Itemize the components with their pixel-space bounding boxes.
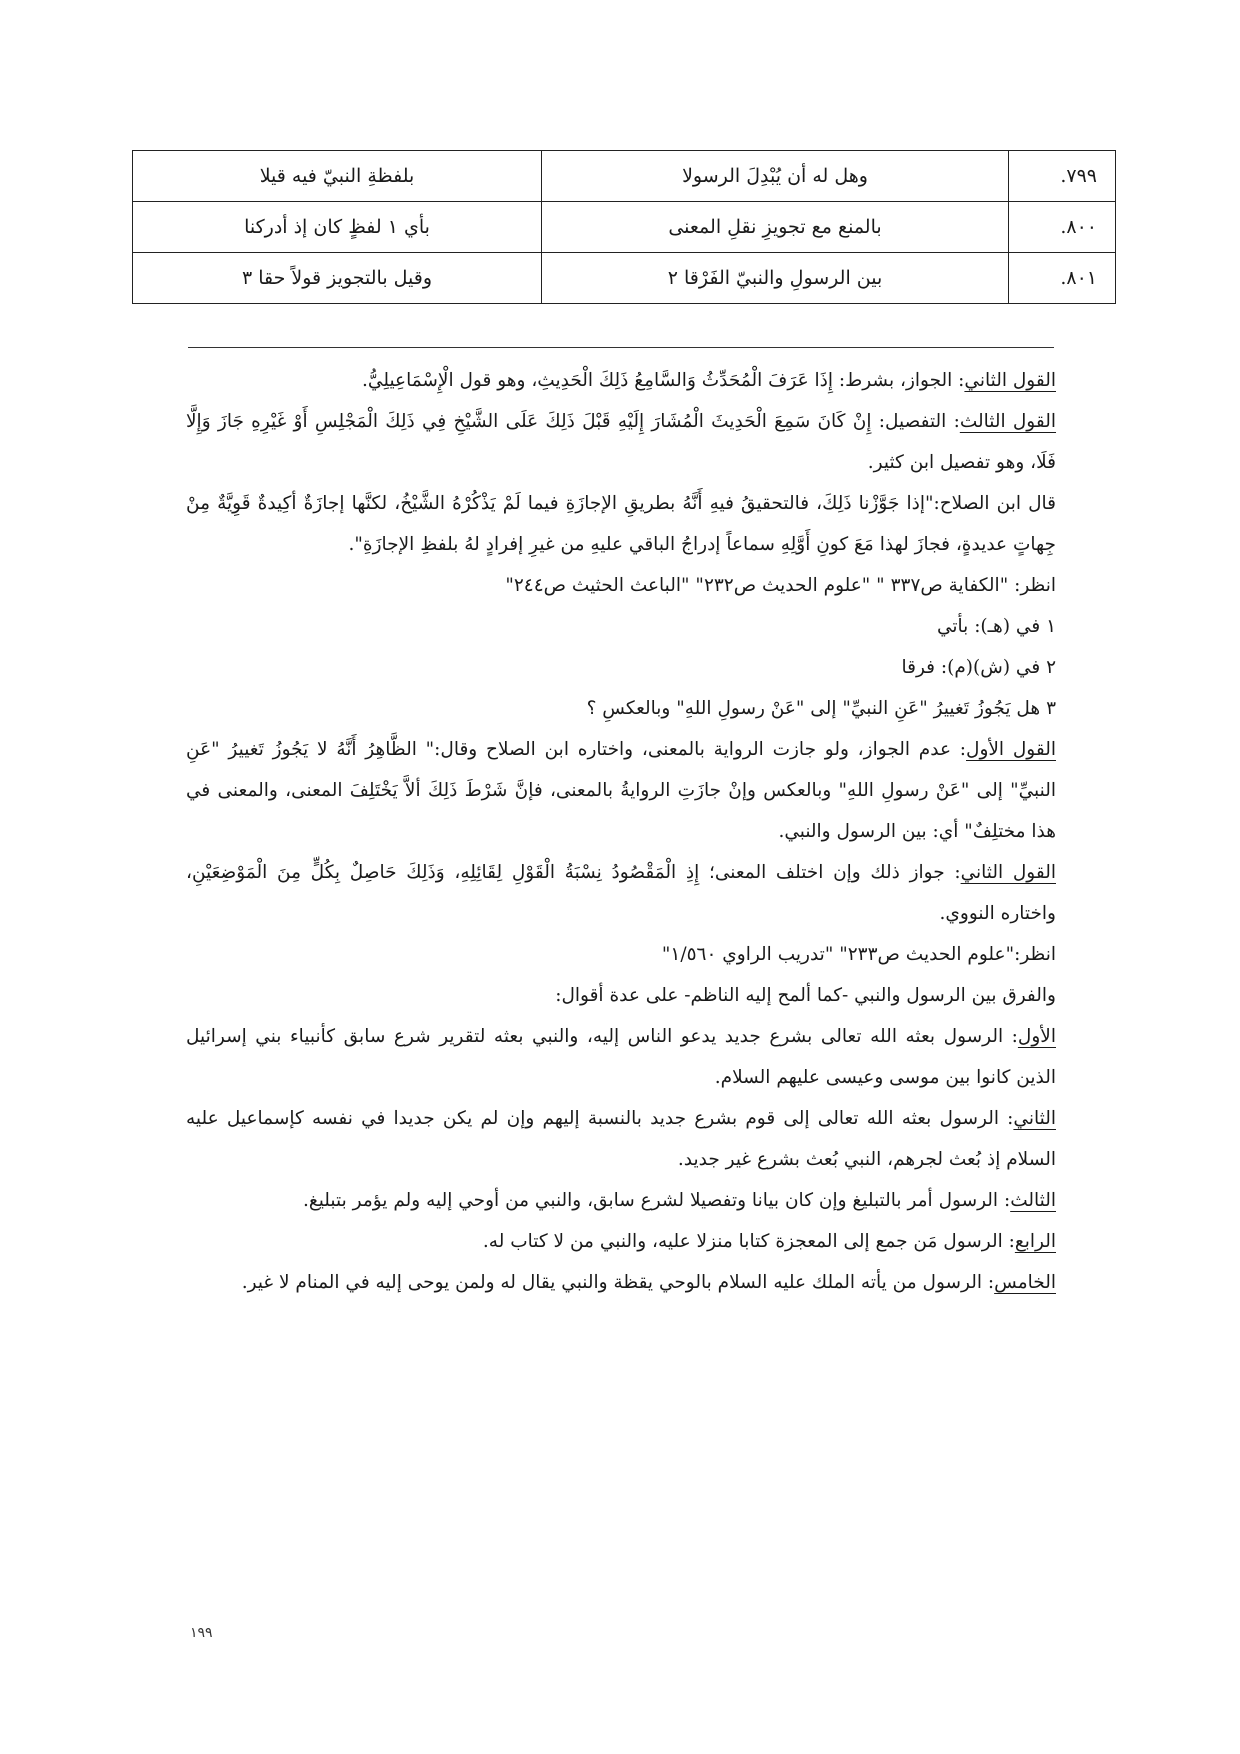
paragraph — [186, 483, 1056, 565]
paragraph-label: الثاني — [1013, 1108, 1056, 1129]
paragraph — [186, 606, 1056, 647]
paragraph-text: : الرسول من يأته الملك عليه السلام بالوحي يقظة والنبي يقال له ولمن يوحى إليه في المنام لا غير. — [241, 1272, 995, 1293]
verse-second-hemistich: وقيل بالتجويز قولاً حقا ٣ — [133, 253, 542, 304]
verse-number: ٨٠٠. — [1009, 202, 1116, 253]
verse-row — [133, 253, 1116, 304]
paragraph-text: : الجواز، بشرط: إِذَا عَرَفَ الْمُحَدِّثُ وَالسَّامِعُ ذَلِكَ الْحَدِيثِ، وهو قول الْإِسْمَاعِيلِيُّ. — [362, 370, 965, 391]
paragraph — [186, 1262, 1056, 1303]
paragraph-label: القول الأول — [966, 739, 1056, 760]
paragraph — [186, 688, 1056, 729]
footnote-divider — [188, 347, 1054, 348]
paragraph-text: انظر:"علوم الحديث ص٢٣٣" "تدريب الراوي ١/٥٦٠" — [661, 944, 1056, 965]
paragraph-label: الخامس — [994, 1272, 1056, 1293]
paragraph-text: انظر: "الكفاية ص٣٣٧ " "علوم الحديث ص٢٣٢" "الباعث الحثيث ص٢٤٤" — [505, 575, 1056, 596]
paragraph-text: : عدم الجواز، ولو جازت الرواية بالمعنى، واختاره ابن الصلاح وقال:" الظَّاهِرُ أَنَّهُ لا يَجُوزُ تَغييرُ "عَنِ النبيِّ" إلى "عَنْ رسولِ اللهِ" وبالعكس وإنْ جازَتِ الروايةُ بالمعنى، فإنَّ شَرْطَ ذَلِكَ ألاَّ يَخْتَلِفَ المعنى، والمعنى في هذا مختلِفٌ" أي: بين الرسول والنبي. — [186, 739, 1056, 842]
paragraph — [186, 1016, 1056, 1098]
paragraph-text: والفرق بين الرسول والنبي -كما ألمح إليه الناظم- على عدة أقوال: — [555, 985, 1056, 1006]
paragraph-text: : جواز ذلك وإن اختلف المعنى؛ إِذِ الْمَقْصُودُ نِسْبَةُ الْقَوْلِ لِقَائِلِهِ، وَذَلِكَ حَاصِلٌ بِكُلٍّ مِنَ الْمَوْضِعَيْنِ، واختاره النووي. — [186, 862, 1056, 924]
paragraph-label: الأول — [1017, 1026, 1056, 1047]
paragraph-label: الرابع — [1014, 1231, 1056, 1252]
paragraph-label: القول الثالث — [959, 411, 1057, 432]
paragraph — [186, 729, 1056, 852]
paragraph-text: ٣ هل يَجُوزُ تَغييرُ "عَنِ النبيِّ" إلى "عَنْ رسولِ اللهِ" وبالعكسِ ؟ — [586, 698, 1056, 719]
paragraph-text: : الرسول بعثه الله تعالى إلى قوم بشرع جديد بالنسبة إليهم وإن لم يكن جديدا في نفسه كإسماعيل عليه السلام إذ بُعث لجرهم، النبي بُعث بشرع غير جديد. — [186, 1108, 1056, 1170]
verse-number: ٧٩٩. — [1009, 151, 1116, 202]
paragraph — [186, 1221, 1056, 1262]
verse-first-hemistich: وهل له أن يُبْدِلَ الرسولا — [542, 151, 1009, 202]
paragraph-label: القول الثاني — [960, 862, 1056, 883]
verse-first-hemistich: بالمنع مع تجويزِ نقلِ المعنى — [542, 202, 1009, 253]
verse-row — [133, 151, 1116, 202]
paragraph — [186, 1180, 1056, 1221]
paragraph — [186, 565, 1056, 606]
paragraph — [186, 401, 1056, 483]
paragraph-text: قال ابن الصلاح:"إذا جَوَّزْنا ذَلِكَ، فالتحقيقُ فيهِ أَنَّهُ بطريقِ الإجازَةِ فيما لَمْ يَذْكُرْهُ الشَّيْخُ، لكنَّها إجازَةٌ أكِيدةٌ قَوِيَّةٌ مِنْ جِهاتٍ عديدةٍ، فجازَ لهذا مَعَ كونِ أَوَّلِهِ سماعاً إدراجُ الباقي عليهِ من غيرِ إفرادٍ لهُ بلفظِ الإجازَةِ". — [186, 493, 1056, 555]
paragraph-text: : الرسول مَن جمع إلى المعجزة كتابا منزلا عليه، والنبي من لا كتاب له. — [482, 1231, 1015, 1252]
paragraph — [186, 934, 1056, 975]
verse-second-hemistich: بلفظةِ النبيّ فيه قيلا — [133, 151, 542, 202]
verse-number: ٨٠١. — [1009, 253, 1116, 304]
paragraph-text: : الرسول بعثه الله تعالى بشرع جديد يدعو الناس إليه، والنبي بعثه لتقرير شرع سابق كأنبياء بني إسرائيل الذين كانوا بين موسى وعيسى عليهم السلام. — [186, 1026, 1056, 1088]
page-number: ١٩٩ — [190, 1625, 213, 1641]
paragraph-label: الثالث — [1010, 1190, 1056, 1211]
paragraph-text: ٢ في (ش)(م): فرقا — [901, 657, 1056, 678]
paragraph — [186, 647, 1056, 688]
verse-first-hemistich: بين الرسولِ والنبيّ الفَرْقا ٢ — [542, 253, 1009, 304]
paragraph — [186, 360, 1056, 401]
commentary-text — [186, 360, 1056, 1303]
paragraph-label: القول الثاني — [964, 370, 1056, 391]
paragraph — [186, 975, 1056, 1016]
paragraph — [186, 1098, 1056, 1180]
verse-row — [133, 202, 1116, 253]
verse-second-hemistich: بأي ١ لفظٍ كان إذ أدركنا — [133, 202, 542, 253]
paragraph-text: : الرسول أمر بالتبليغ وإن كان بيانا وتفصيلا لشرع سابق، والنبي من أوحي إليه ولم يؤمر بتبليغ. — [303, 1190, 1011, 1211]
paragraph-text: ١ في (هـ): بأتي — [936, 616, 1056, 637]
paragraph-text: : التفصيل: إِنْ كَانَ سَمِعَ الْحَدِيثَ الْمُشَارَ إِلَيْهِ قَبْلَ ذَلِكَ عَلَى الشَّيْخِ فِي ذَلِكَ الْمَجْلِسِ أَوْ غَيْرِهِ جَازَ وَإِلَّا فَلَا، وهو تفصيل ابن كثير. — [186, 411, 1056, 473]
verses-table — [132, 150, 1116, 304]
paragraph — [186, 852, 1056, 934]
